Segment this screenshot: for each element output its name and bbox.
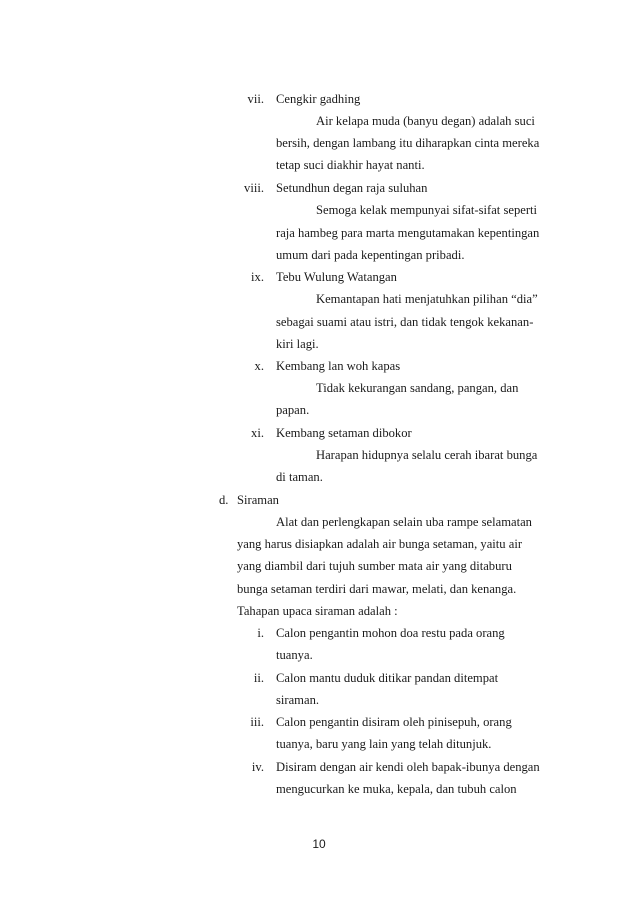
step-text: Disiram dengan air kendi oleh bapak-ibunya dengan <box>276 760 540 774</box>
list-item-title: Cengkir gadhing <box>276 92 361 106</box>
list-item-text: tetap suci diakhir hayat nanti. <box>276 158 425 172</box>
section-letter: d. <box>219 493 229 507</box>
paragraph-line: Alat dan perlengkapan selain uba rampe selamatan <box>276 515 532 529</box>
step-text: tuanya, baru yang lain yang telah ditunjuk. <box>276 737 492 751</box>
step-text: tuanya. <box>276 648 313 662</box>
list-numeral: xi. <box>251 426 264 440</box>
step-numeral: iv. <box>251 760 264 774</box>
paragraph-line: yang harus disiapkan adalah air bunga setaman, yaitu air <box>237 537 523 551</box>
list-item-text: sebagai suami atau istri, dan tidak tengok kekanan- <box>276 315 534 329</box>
list-numeral: ix. <box>251 270 264 284</box>
step-text: siraman. <box>276 693 320 707</box>
step-numeral: i. <box>257 626 264 640</box>
list-item-title: Setundhun degan raja suluhan <box>276 181 428 195</box>
step-text: Calon pengantin disiram oleh pinisepuh, orang <box>276 715 512 729</box>
list-item-text: di taman. <box>276 470 323 484</box>
step-text: Calon pengantin mohon doa restu pada orang <box>276 626 505 640</box>
list-item-text: kiri lagi. <box>276 337 319 351</box>
list-item-text: Air kelapa muda (banyu degan) adalah suci <box>316 114 535 128</box>
list-item-text: Tidak kekurangan sandang, pangan, dan <box>316 381 519 395</box>
paragraph-line: bunga setaman terdiri dari mawar, melati, dan kenanga. <box>237 582 517 596</box>
step-numeral: iii. <box>250 715 264 729</box>
step-text: Calon mantu duduk ditikar pandan ditempat <box>276 671 499 685</box>
list-item-text: bersih, dengan lambang itu diharapkan cinta mereka <box>276 136 540 150</box>
list-numeral: x. <box>254 359 264 373</box>
step-text: mengucurkan ke muka, kepala, dan tubuh calon <box>276 782 517 796</box>
list-item-text: papan. <box>276 403 310 417</box>
section-heading: Siraman <box>237 493 279 507</box>
list-item-title: Tebu Wulung Watangan <box>276 270 397 284</box>
list-item-text: Semoga kelak mempunyai sifat-sifat seperti <box>316 203 538 217</box>
list-numeral: viii. <box>244 181 264 195</box>
page-number: 10 <box>312 837 326 851</box>
list-item-text: Harapan hidupnya selalu cerah ibarat bunga <box>316 448 538 462</box>
paragraph-line: yang diambil dari tujuh sumber mata air yang ditaburu <box>237 559 512 573</box>
step-numeral: ii. <box>253 671 264 685</box>
list-item-text: umum dari pada kepentingan pribadi. <box>276 248 465 262</box>
paragraph-line: Tahapan upaca siraman adalah : <box>237 604 398 618</box>
list-item-text: Kemantapan hati menjatuhkan pilihan “dia” <box>316 292 538 306</box>
list-item-title: Kembang lan woh kapas <box>276 359 401 373</box>
list-item-title: Kembang setaman dibokor <box>276 426 412 440</box>
list-numeral: vii. <box>247 92 264 106</box>
list-item-text: raja hambeg para marta mengutamakan kepentingan <box>276 226 540 240</box>
